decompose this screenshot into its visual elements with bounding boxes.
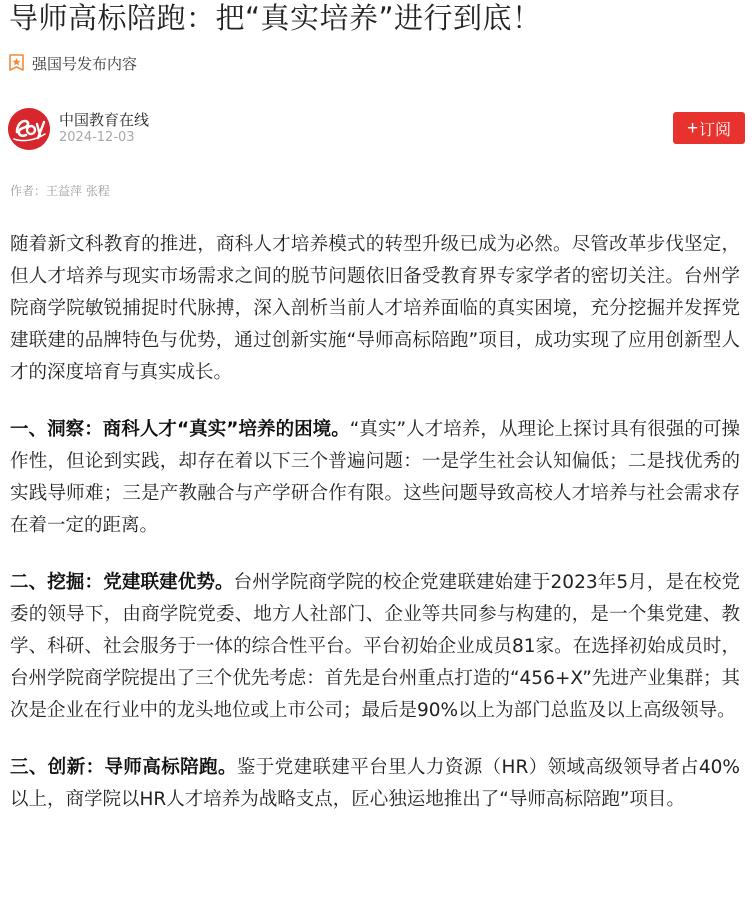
- star-badge-icon: [9, 54, 24, 73]
- section-heading: 三、创新：导师高标陪跑。: [10, 757, 237, 778]
- paragraph: [10, 414, 740, 542]
- subscribe-button[interactable]: [673, 112, 745, 144]
- paragraph-text: 鉴于党建联建平台里人力资源（HR）领域高级领导者占40%以上，商学院以HR人才培养为战略支点，匠心独运地推出了“导师高标陪跑”项目。: [10, 757, 740, 810]
- publish-date: 2024-12-03: [59, 130, 135, 145]
- article-title: 导师高标陪跑：把“真实培养”进行到底！: [9, 1, 542, 35]
- paragraph: [10, 752, 740, 816]
- paragraph: [10, 567, 740, 727]
- byline: 作者：王益萍 张程: [10, 184, 110, 198]
- publisher-row: [8, 106, 738, 150]
- section-heading: 二、挖掘：党建联建优势。: [10, 572, 234, 593]
- subscribe-label: 订阅: [699, 121, 732, 139]
- plus-icon: +: [686, 117, 699, 139]
- publisher-name[interactable]: 中国教育在线: [59, 111, 150, 129]
- paragraph-text: “真实”人才培养，从理论上探讨具有很强的可操作性，但论到实践，却存在着以下三个普遍问题：一是学生社会认知偏低；二是找优秀的实践导师难；三是产教融合与产学研合作有限。这些问题导致高校人才培养与社会需求存在着一定的距离。: [10, 419, 741, 536]
- section-heading: 一、洞察：商科人才“真实”培养的困境。: [10, 419, 350, 440]
- paragraph-text: 台州学院商学院的校企党建联建始建于2023年5月，是在校党委的领导下，由商学院党委、地方人社部门、企业等共同参与构建的，是一个集党建、教学、科研、社会服务于一体的综合性平台。平台初始企业成员81家。在选择初始成员时，台州学院商学院提出了三个优先考虑：首先是台州重点打造的“456+X”先进产业集群；其次是企业在行业中的龙头地位或上市公司；最后是90%以上为部门总监及以上高级领导。: [10, 572, 740, 721]
- article-body: [10, 229, 740, 841]
- paragraph-text: 随着新文科教育的推进，商科人才培养模式的转型升级已成为必然。尽管改革步伐坚定，但人才培养与现实市场需求之间的脱节问题依旧备受教育界专家学者的密切关注。台州学院商学院敏锐捕捉时代脉搏，深入剖析当前人才培养面临的真实困境，充分挖掘并发挥党建联建的品牌特色与优势，通过创新实施“导师高标陪跑”项目，成功实现了应用创新型人才的深度培育与真实成长。: [10, 234, 740, 383]
- publisher-avatar[interactable]: [8, 108, 50, 150]
- source-label: 强国号发布内容: [32, 54, 138, 73]
- publisher-logo: [8, 108, 50, 150]
- paragraph: [10, 229, 740, 389]
- source-label-row: [9, 52, 137, 74]
